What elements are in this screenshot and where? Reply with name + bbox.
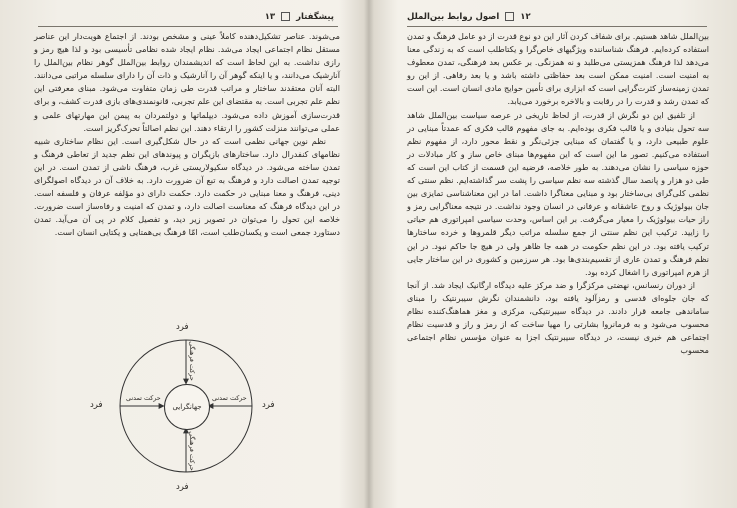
right-paragraph-1: بین‌الملل شاهد هستیم. برای شفاف کردن آثار این دو نوع قدرت از دو عامل فرهنگ و تمدن استفاده کرده‌ایم. فرهنگ شناساننده ویژگیهای خاص‌گرا و یکتاطلب است که به زندگی معنا می‌دهد لذا فرهنگ همزیستی می‌طلبد و نه همزنگی. بر عکس بعد فرهنگی، تمدن معطوف به امنیت است. امنیت ممکن است بعد حفاظتی داشته باشد و یا بعد رفاهی. از این رو تمدن زمینه‌ساز کثرت‌گرایی است که ابزاری برای تأمین حوایج مادی انسان است. این است که تمدن رشد و قدرت را در رقابت و بالاخره برخورد می‌یابد. xyxy=(407,31,709,107)
left-paragraph-2: نظم نوین جهانی نظمی است که در حال شکل‌گیری است. این نظام ساختاری شبیه نظامهای کنفدرال دارد. ساختارهای بازیگران و پیوندهای این نظم جدید از تعاطی فرهنگ و تمدن ساخته می‌شود. در دیدگاه سکیولاریستی غرب، فرهنگ ناشی از تمدن است. در این توجیه تمدن اصالت دارد و فرهنگ به تبع آن ضرورت دارد. به خلاف آن در دیدگاه اصولگرای دینی، فرهنگ و معنا مبنایی در حکمت دارد. حکمت دارای دو مؤلفه عرفان و فلسفه است. در این دیدگاه فرهنگ که معناست اصالت دارد، و تمدن که امنیت و رفاه‌ساز است ضرورت. خلاصه این تحول را می‌توان در تصویر زیر دید، و تفصیل کلام در پی آن می‌آید. تمدن دستاورد جمعی است و یکسان‌طلب است، امّا فرهنگ بی‌همتایی و یکتایی انسان است. xyxy=(34,135,340,238)
arm-label-right: حرکت تمدنی xyxy=(212,394,247,402)
right-body-text xyxy=(407,30,709,357)
label-bottom: فرد xyxy=(176,482,189,492)
right-running-head-title: اصول روابط بین‌الملل xyxy=(407,12,500,22)
header-square-icon xyxy=(505,12,514,21)
culture-civilization-diagram xyxy=(60,302,320,502)
right-page xyxy=(369,0,737,508)
right-page-number: ۱۲ xyxy=(520,12,531,22)
arm-label-bottom: حرکت فرهنگی xyxy=(187,431,196,471)
right-header-rule xyxy=(407,26,707,27)
arm-label-left: حرکت تمدنی xyxy=(126,394,161,402)
left-running-head-title: پیشگفتار xyxy=(296,12,334,22)
label-right: فرد xyxy=(262,400,275,410)
arm-label-top: حرکت فرهنگی xyxy=(187,341,196,381)
center-circle xyxy=(164,384,210,430)
header-square-icon xyxy=(281,12,290,21)
right-running-head xyxy=(407,12,531,22)
left-running-head xyxy=(265,12,334,22)
left-page-number: ۱۳ xyxy=(264,12,276,22)
left-body-text xyxy=(34,30,340,240)
left-page xyxy=(0,0,368,508)
left-header-rule xyxy=(38,26,338,27)
right-paragraph-2: از تلفیق این دو نگرش از قدرت، از لحاظ تاریخی در عرصه سیاست بین‌الملل شاهد سه تحول بنیادی و یا قالب فکری بوده‌ایم. به جای مفهوم قالب فکری که عمدتاً مبنایی در علوم طبیعی دارد، و یا گفتمان که مبنایی جزئی‌نگر و نقط محور دارد، از مفهوم نظم استفاده می‌کنیم. تصور ما این است که این مفهوم‌ها مبنای خاص ساز و کار مبادلات در حوزه سیاسی را نشان می‌دهند. به طور خلاصه، فرضیه این قسمت از کتاب این است که طی دو هزار و پانصد سال گذشته سه نظم سیاسی را پشت سر گذاشته‌ایم. نظم سنتی که نظمی کلی‌گرای بی‌ساختار بود و مبنایی معناگرا داشت. اما در این معناشناسی تمایزی بین جان بیولوژیک و روح عاشقانه و عرفانی در انسان وجود نداشت. در نتیجه معناگرایی رمز و راز حیات بیولوژیک را معیار می‌گرفت. بر این اساس، وحدت سیاسی امپراتوری هم حیاتی را زایید. ترکیب این نظم سنتی از جمع سلسله مراتب دیگر قلمروها و خرده ساختارها ترکیب یافته بود. در این نظم حکومت در همه جا ظاهر ولی در هیچ جا حاکم نبود. در این نظم فرهنگ و تمدن عاری از تقسیم‌بندی‌ها بود. هر سرزمین و کشوری در این ساختار جایی از هرم امپراتوری را اشغال کرده بود. xyxy=(407,109,709,277)
label-left: فرد xyxy=(90,400,103,410)
center-label: جهانگرایی xyxy=(172,403,202,411)
right-paragraph-3: از دوران رنسانس، نهضتی مرکزگرا و ضد مرکز علیه دیدگاه ارگانیک ایجاد شد. از آنجا که جان جلوه‌ای قدسی و رمزآلود یافته بود، دانشمندان نگرش سیبرنتیک را مبنای ساماندهی جامعه قرار دادند. در دیدگاه سیبرنتیکی، مرکزی و مغز هماهنگ‌کننده نظام محسوب می‌شود و به فرمانروا بشارتی را مهیا ساخت که از رمز و راز و قدسیت نظام اجتماعی هم خبری نیست، در دیدگاه سیبرنتیک اجزا به عنوان مؤسس نظام اجتماعی محسوب xyxy=(407,279,709,356)
left-paragraph-1: می‌شوند. عناصر تشکیل‌دهنده کاملاً عینی و مشخص بودند. از اجتماع هویت‌دار این عناصر مستقل نظام اجتماعی ایجاد می‌شد. نظام ایجاد شده نظامی تأسیسی بود و لذا هیچ رمز و رازی نداشت. به این لحاظ است که اندیشمندان روابط بین‌الملل گوهر نظام بین‌الملل را آنارشیک می‌دانند، و یا اینکه گوهر آن را آنارشیک و ذات آن را دارای سلسله مراتبی می‌دانند. البته آنان معتقدند ساختار و مراتب قدرت طی زمان متفاوت می‌شود. مبنای معرفتی این نظم علم تجربی است. به مقتضای این علم تجربی، قانونمندی‌های بازی قدرت کشف، و برای قدرت‌سازی آموزش داده می‌شود. دیپلماتها و دولتمردان به پیمن این مهارتهای علمی و عملی می‌توانند منزلت کشور را ارتقاء دهند. این نظم اصالتاً تحرک‌گریز است. xyxy=(34,31,340,133)
label-top: فرد xyxy=(176,322,189,332)
